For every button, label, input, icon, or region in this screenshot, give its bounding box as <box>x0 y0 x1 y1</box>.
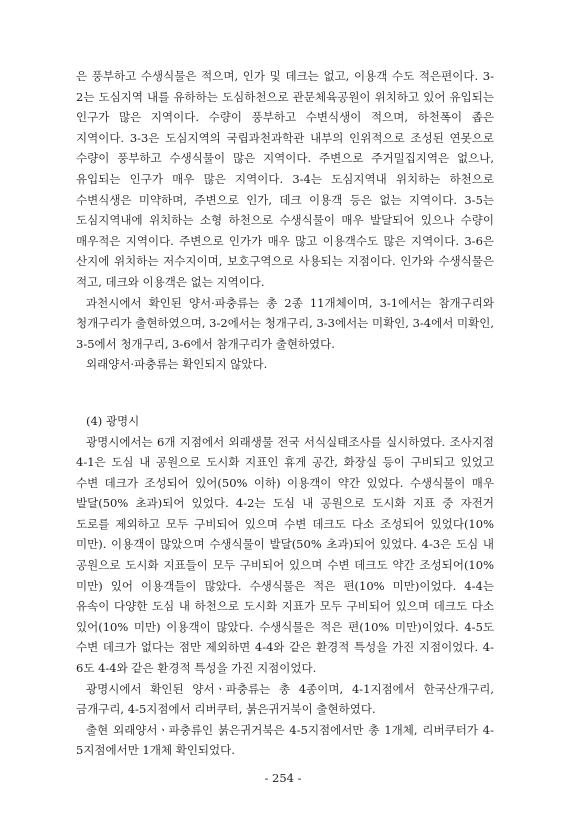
paragraph-gwangmyeong-species: 광명시에서 확인된 양서ㆍ파충류는 총 4종이며, 4-1지점에서 한국산개구리, 금개구리, 4-5지점에서 리버쿠터, 붉은귀거북이 출현하였다. <box>76 681 494 717</box>
section-heading-gwangmyeong: (4) 광명시 <box>86 413 140 428</box>
paragraph-gwangmyeong-sites: 광명시에서는 6개 지점에서 외래생물 전국 서식실태조사를 실시하였다. 조사지점 4-1은 도심 내 공원으로 도시화 지표인 휴게 공간, 화장실 등이 구비되고 있었고 수변 데크가 조성되어 있어(50% 이하) 이용객이 약간 있었다. 수생식물이 매우 발달(50% 초과)되어 있었다. 4-2는 도심 내 공원으로 도시화 지표 중 자전거 도로를 제외하고 모두 구비되어 있으며 수변 데크도 다소 조성되어 있었다(10% 미만). 이용객이 많았으며 수생식물이 발달(50% 초과)되어 있었다. 4-3은 도심 내 공원으로 도시화 지표들이 모두 구비되어 있으며 수변 데크도 약간 조성되어(10% 미만) 있어 이용객들이 많았다. 수생식물은 적은 편(10% 미만)이었다. 4-4는 유속이 다양한 도심 내 하천으로 도시화 지표가 모두 구비되어 있으며 데크도 다소 있어(10% 미만) 이용객이 많았다. 수생식물은 적은 편(10% 미만)이었다. 4-5도 수변 데크가 없다는 점만 제외하면 4-4와 같은 환경적 특성을 가진 지점이었다. 4-6도 4-4와 같은 환경적 특성을 가진 지점이었다. <box>76 434 494 676</box>
paragraph-gwacheon-sites: 은 풍부하고 수생식물은 적으며, 인가 및 데크는 없고, 이용객 수도 적은편이다. 3-2는 도심지역 내를 유하하는 도심하천으로 관문체육공원이 위치하고 있어 유입되는 인구가 많은 지역이다. 수량이 풍부하고 수변식생이 적으며, 하천폭이 좁은 지역이다. 3-3은 도심지역의 국립과천과학관 내부의 인위적으로 조성된 연못으로 수량이 풍부하고 수생식물이 많은 지역이다. 주변으로 주거밀집지역은 없으나, 유입되는 인구가 매우 많은 지역이다. 3-4는 도심지역내 위치하는 하천으로 수변식생은 미약하며, 주변으로 인가, 데크 이용객 등은 없는 지역이다. 3-5는 도심지역내에 위치하는 소형 하천으로 수생식물이 매우 발달되어 있으나 수량이 매우적은 지역이다. 주변으로 인가가 매우 많고 이용객수도 많은 지역이다. 3-6은 산지에 위치하는 저수지이며, 보호구역으로 사용되는 지점이다. 인가와 수생식물은 적고, 데크와 이용객은 없는 지역이다. <box>76 69 494 289</box>
paragraph-gwangmyeong-invasive: 출현 외래양서ㆍ파충류인 붉은귀거북은 4-5지점에서만 총 1개체, 리버쿠터가 4-5지점에서만 1개체 확인되었다. <box>76 722 494 758</box>
page-number: - 254 - <box>264 771 302 785</box>
body-text <box>76 66 494 761</box>
paragraph-gwacheon-species: 과천시에서 확인된 양서·파충류는 총 2종 11개체이며, 3-1에서는 참개구리와 청개구리가 출현하였으며, 3-2에서는 청개구리, 3-3에서는 미확인, 3-4에서 미확인, 3-5에서 청개구리, 3-6에서 참개구리가 출현하였다. <box>76 295 494 351</box>
paragraph-gwacheon-invasive: 외래양서·파충류는 확인되지 않았다. <box>86 357 268 372</box>
